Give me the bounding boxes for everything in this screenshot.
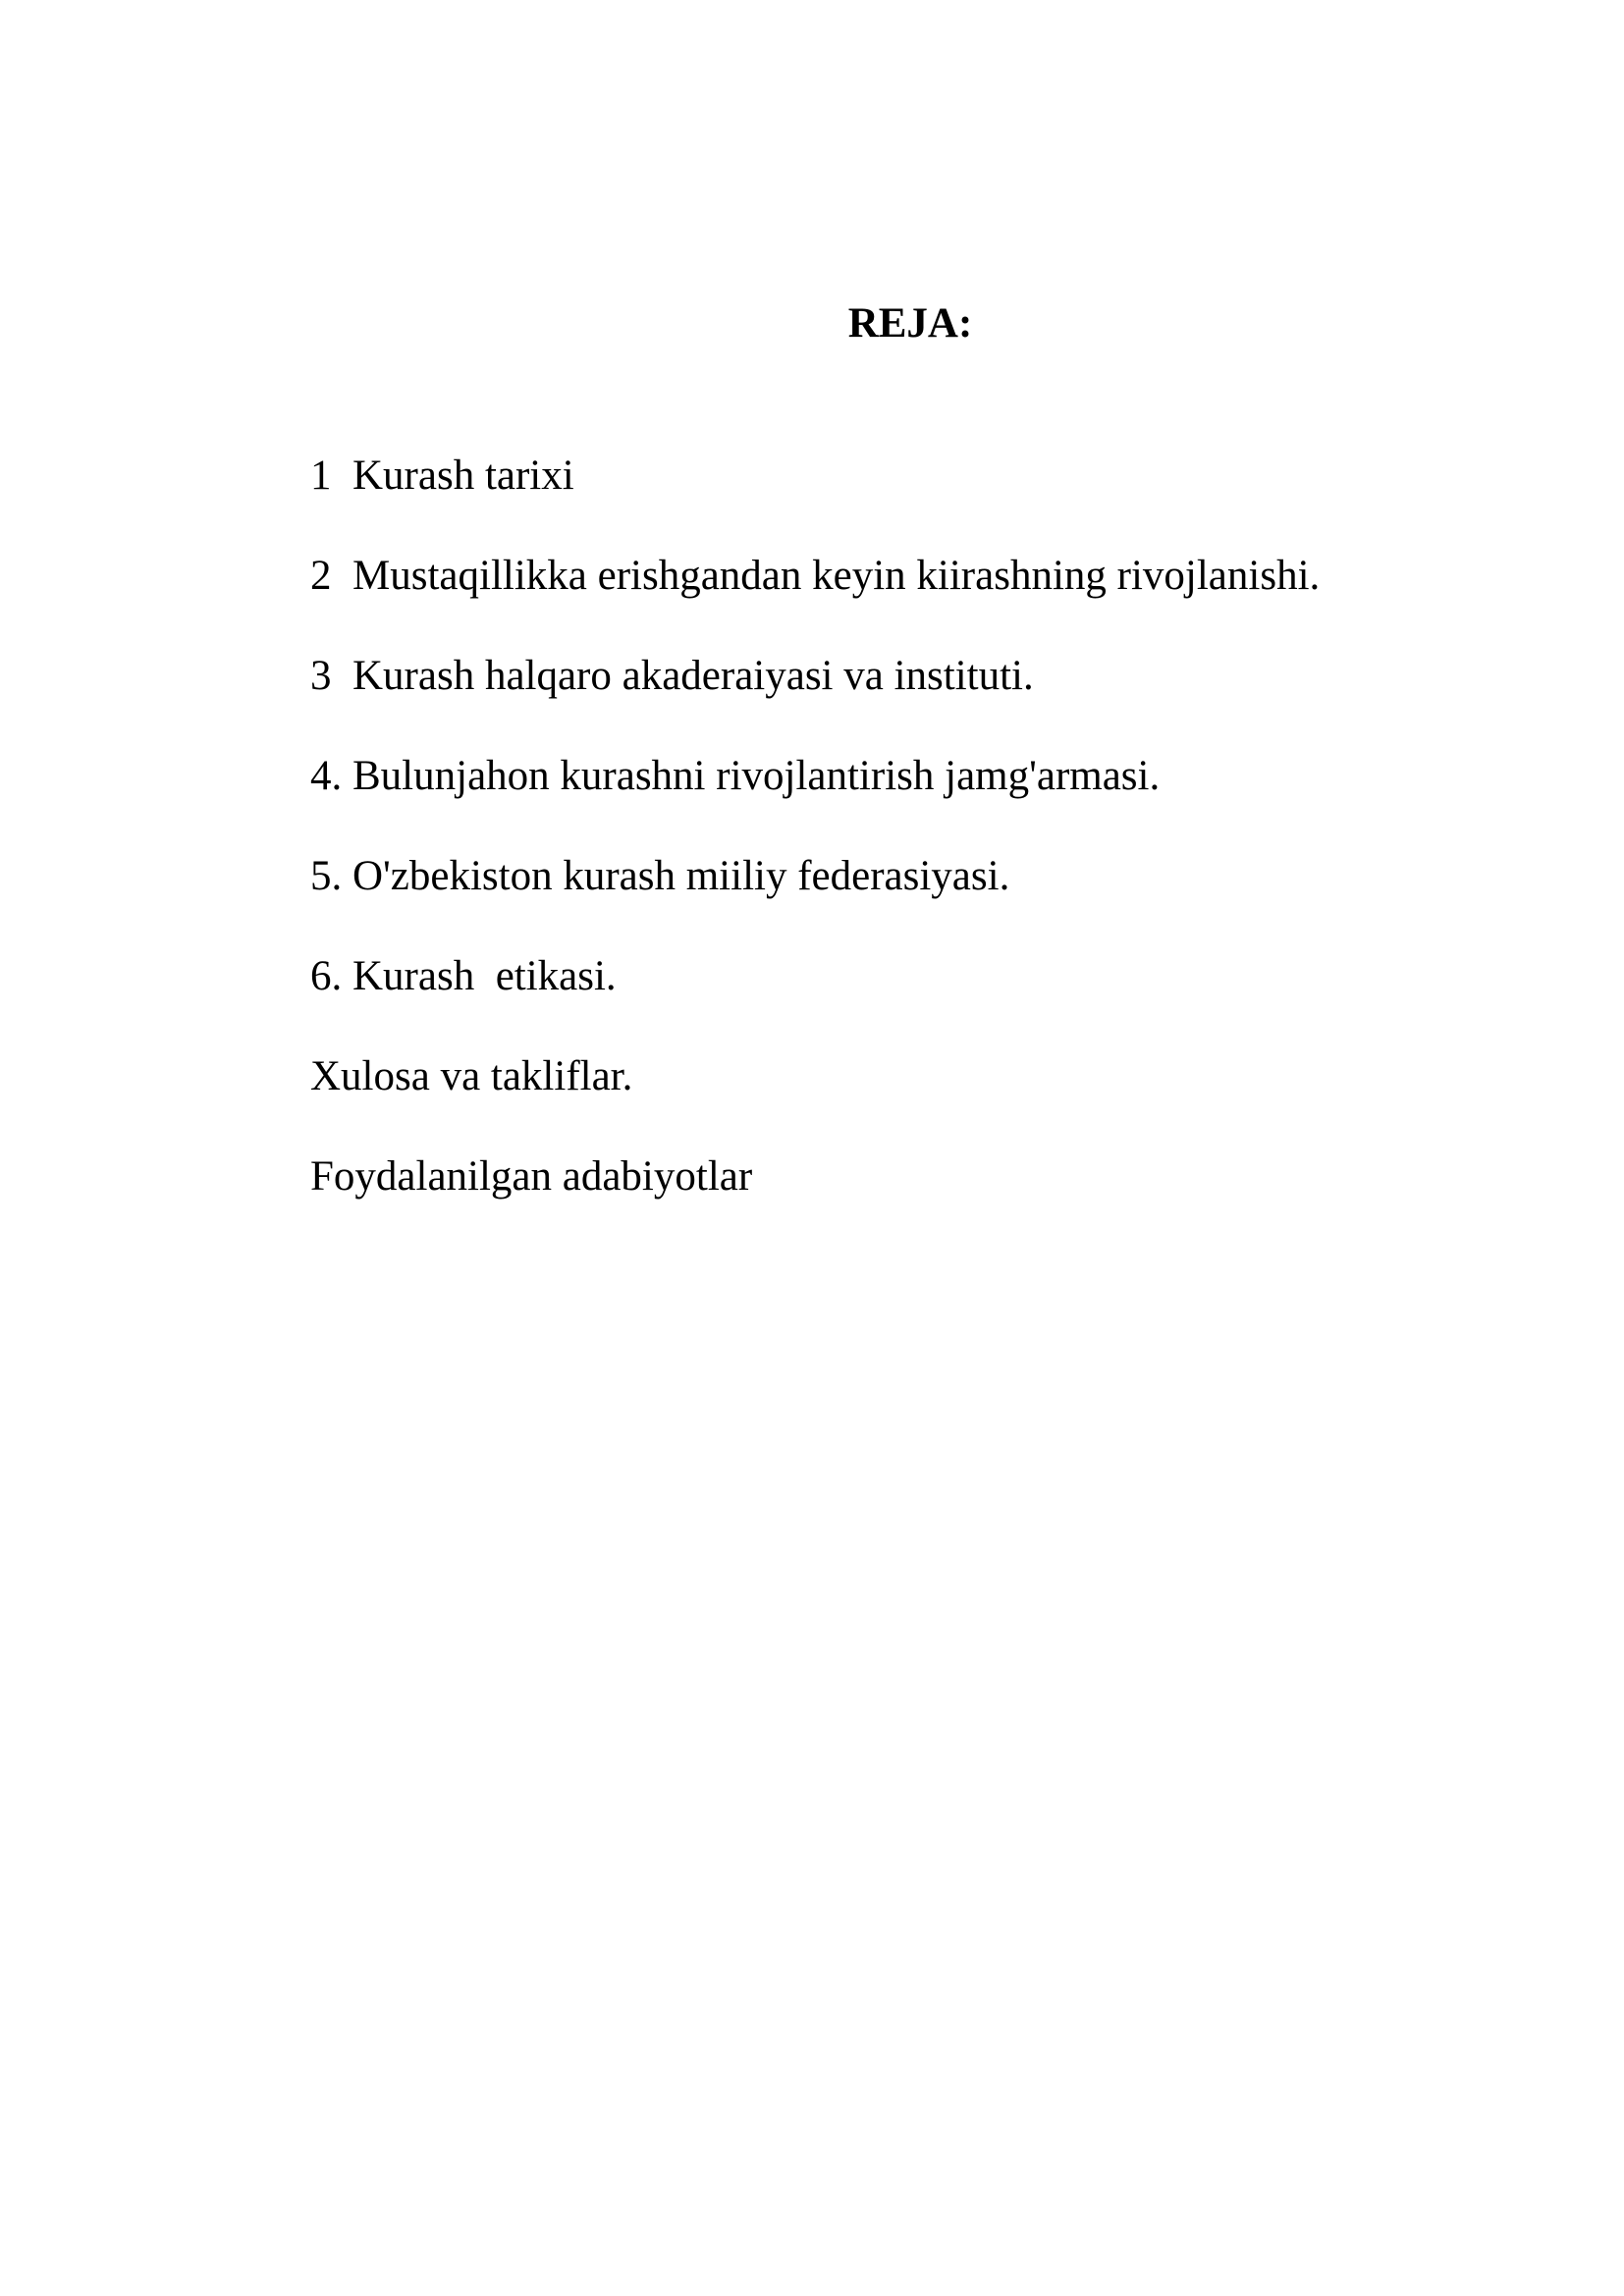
page-title: REJA: (847, 300, 973, 347)
plan-list (310, 447, 1320, 1248)
plan-item-5: 5. O'zbekiston kurash miiliy federasiyasi. (310, 853, 1010, 899)
plan-item-6: 6. Kurash etikasi. (310, 953, 617, 999)
plan-item-1: 1 Kurash tarixi (310, 453, 574, 499)
plan-item-conclusion: Xulosa va takliflar. (310, 1053, 633, 1099)
plan-item-3: 3 Kurash halqaro akaderaiyasi va instituti. (310, 653, 1034, 699)
plan-item-references: Foydalanilgan adabiyotlar (310, 1153, 753, 1200)
plan-item-4: 4. Bulunjahon kurashni rivojlantirish jamg'armasi. (310, 753, 1161, 799)
plan-item-2: 2 Mustaqillikka erishgandan keyin kiirashning rivojlanishi. (310, 553, 1321, 599)
